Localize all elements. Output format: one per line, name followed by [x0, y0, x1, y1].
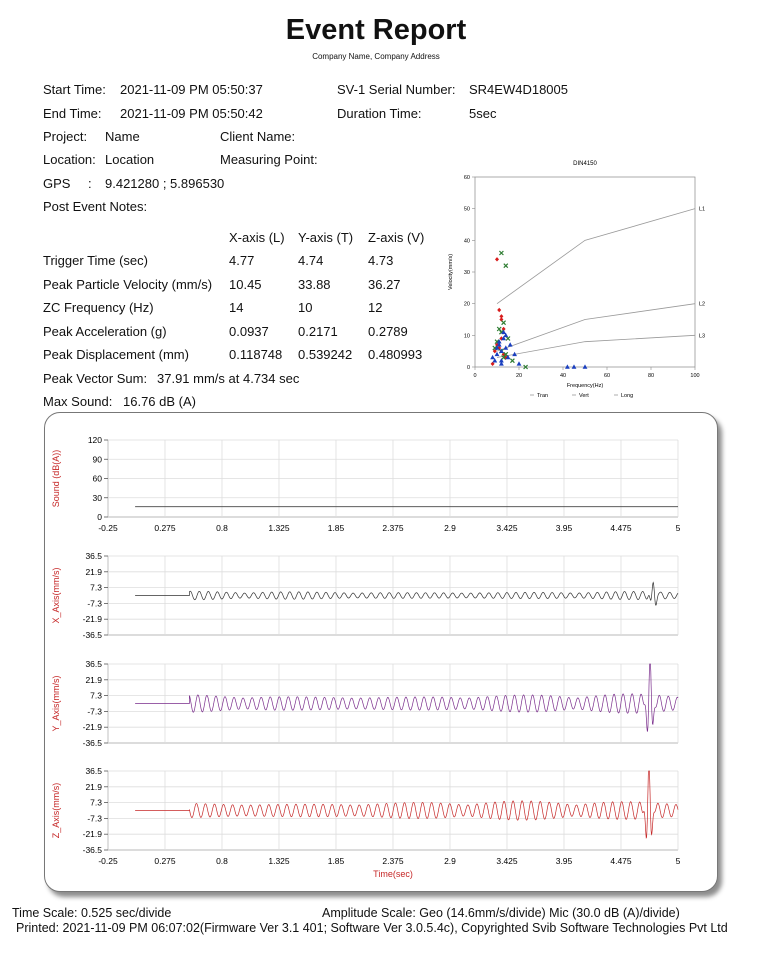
limit-line: [497, 304, 695, 352]
y-tick-label: 36.5: [85, 766, 102, 776]
data-point-long: [565, 364, 570, 368]
y-tick-label: 21.9: [85, 674, 102, 685]
x-axis-title: Time(sec): [373, 869, 413, 879]
y-tick-label: -21.9: [82, 722, 102, 733]
start-time-label: Start Time:: [43, 82, 106, 97]
data-point-tran: [497, 308, 501, 312]
x-tick-label: -0.25: [98, 856, 118, 866]
y-axis-title: Sound (dB(A)): [51, 449, 61, 508]
x-tick-label: 1.85: [327, 856, 345, 866]
y-tick-label: 7.3: [90, 797, 102, 808]
x-tick-label: 3.425: [496, 856, 518, 866]
x-tick-label: 100: [690, 373, 700, 379]
data-point-vert: [499, 251, 503, 255]
x-tick-label: 0.275: [154, 523, 176, 533]
x-tick-label: 0.8: [216, 856, 228, 866]
end-time-label: End Time:: [43, 106, 102, 121]
y-tick-label: 30: [92, 492, 102, 503]
y-tick-label: 7.3: [90, 582, 102, 593]
x-tick-label: 2.375: [382, 523, 404, 533]
y-tick-label: 40: [463, 238, 470, 245]
post-event-notes-label: Post Event Notes:: [43, 199, 148, 214]
start-time-value: 2021-11-09 PM 05:50:37: [120, 82, 263, 97]
waveform-trace: [135, 583, 678, 606]
x-tick-label: 2.9: [444, 523, 456, 533]
x-tick-label: 0: [473, 373, 477, 379]
waveform-panel: [44, 412, 718, 892]
waveform-trace: [135, 771, 678, 838]
cell-y: 0.539242: [298, 347, 353, 362]
row-label: Peak Acceleration (g): [43, 324, 167, 339]
y-tick-label: 0: [466, 365, 470, 371]
end-time-value: 2021-11-09 PM 05:50:42: [120, 106, 263, 121]
duration-label: Duration Time:: [337, 106, 422, 121]
limit-line-label: L2: [699, 301, 706, 308]
row-label: Peak Particle Velocity (mm/s): [43, 277, 213, 292]
x-tick-label: 3.95: [555, 856, 573, 866]
table-header-y: Y-axis (T): [298, 230, 354, 245]
amplitude-scale: Amplitude Scale: Geo (14.6mm/s/divide) Mic (30.0 dB (A)/divide): [322, 906, 680, 920]
y-tick-label: -36.5: [82, 738, 102, 748]
y-tick-label: -7.3: [87, 598, 102, 609]
data-point-long: [572, 364, 577, 368]
duration-value: 5sec: [469, 106, 497, 121]
project-value: Name: [105, 129, 140, 144]
y-tick-label: -21.9: [82, 829, 102, 840]
x-tick-label: 0.275: [154, 856, 176, 866]
data-point-tran: [495, 257, 499, 261]
location-label: Location:: [43, 152, 96, 167]
y-tick-label: 30: [463, 270, 470, 276]
peak-vector-label: Peak Vector Sum:: [43, 371, 148, 386]
gps-label: GPS: [43, 176, 71, 191]
x-tick-label: 80: [647, 373, 655, 379]
y-axis-title: X_Axis(mm/s): [51, 567, 61, 624]
cell-z: 12: [368, 300, 383, 315]
row-label: Peak Displacement (mm): [43, 347, 189, 362]
y-axis-title: Z_Axis(mm/s): [51, 782, 61, 839]
x-tick-label: 5: [675, 856, 681, 866]
y-tick-label: -7.3: [87, 706, 102, 717]
x-tick-label: 5: [675, 523, 681, 533]
y-tick-label: -7.3: [87, 813, 102, 824]
limit-line: [497, 335, 695, 357]
y-axis-label: Velocity(mm/s): [448, 253, 454, 291]
x-tick-label: 1.325: [268, 856, 290, 866]
data-point-long: [490, 355, 495, 359]
y-tick-label: 21.9: [85, 781, 102, 792]
data-point-long: [583, 364, 588, 368]
data-point-vert: [504, 264, 508, 268]
page-title: Event Report: [285, 14, 467, 46]
x-tick-label: 3.95: [555, 523, 573, 533]
y-axis-title: Y_Axis(mm/s): [51, 675, 61, 732]
max-sound-label: Max Sound:: [43, 394, 113, 409]
data-point-long: [517, 361, 522, 365]
x-tick-label: 60: [603, 373, 611, 379]
cell-x: 0.118748: [229, 347, 283, 362]
data-point-long: [508, 342, 513, 346]
page-subtitle: Company Name, Company Address: [312, 52, 440, 61]
y-tick-label: 90: [92, 454, 102, 465]
serial-label: SV-1 Serial Number:: [337, 82, 456, 97]
cell-z: 36.27: [368, 277, 401, 292]
cell-y: 33.88: [298, 277, 331, 292]
cell-z: 0.2789: [368, 324, 408, 339]
gps-value: 9.421280 ; 5.896530: [105, 176, 225, 191]
x-axis-label: Frequency(Hz): [566, 383, 604, 389]
printed-info: Printed: 2021-11-09 PM 06:07:02(Firmware Ver 3.1 401; Software Ver 3.0.5.4c), Copyrighted Svib Software Technologies Pvt Ltd: [16, 921, 728, 935]
cell-y: 10: [298, 300, 313, 315]
x-tick-label: 40: [559, 373, 567, 379]
y-tick-label: 21.9: [85, 566, 102, 577]
table-header-z: Z-axis (V): [368, 230, 425, 245]
limit-line-label: L3: [699, 333, 706, 340]
din4150-chart: [440, 155, 715, 405]
y-tick-label: 7.3: [90, 690, 102, 701]
legend-entry: Tran: [537, 393, 549, 399]
y-tick-label: -36.5: [82, 630, 102, 640]
x-tick-label: 0.8: [216, 523, 228, 533]
serial-value: SR4EW4D18005: [469, 82, 568, 97]
cell-y: 4.74: [298, 253, 324, 268]
gps-colon: :: [88, 176, 92, 191]
x-tick-label: 1.325: [268, 523, 290, 533]
y-tick-label: 0: [97, 512, 102, 522]
x-tick-label: 1.85: [327, 523, 345, 533]
chart-title: DIN4150: [573, 161, 597, 167]
y-tick-label: 120: [87, 435, 102, 445]
y-tick-label: 36.5: [85, 551, 102, 561]
measuring-point-label: Measuring Point:: [220, 152, 318, 167]
y-tick-label: 20: [463, 301, 470, 308]
cell-x: 10.45: [229, 277, 262, 292]
limit-line: [497, 209, 695, 304]
y-tick-label: 60: [92, 473, 102, 484]
x-tick-label: 4.475: [610, 856, 632, 866]
x-tick-label: 4.475: [610, 523, 632, 533]
x-tick-label: 3.425: [496, 523, 518, 533]
peak-vector-value: 37.91 mm/s at 4.734 sec: [157, 371, 300, 386]
client-name-label: Client Name:: [220, 129, 296, 144]
x-tick-label: 2.9: [444, 856, 456, 866]
cell-z: 0.480993: [368, 347, 423, 362]
location-value: Location: [105, 152, 155, 167]
legend-entry: Vert: [579, 393, 589, 399]
cell-z: 4.73: [368, 253, 394, 268]
row-label: ZC Frequency (Hz): [43, 300, 154, 315]
table-header-x: X-axis (L): [229, 230, 285, 245]
legend-entry: Long: [621, 393, 634, 399]
x-tick-label: 20: [515, 373, 523, 379]
x-tick-label: 2.375: [382, 856, 404, 866]
waveform-trace: [135, 664, 678, 731]
max-sound-value: 16.76 dB (A): [123, 394, 196, 409]
y-tick-label: -36.5: [82, 845, 102, 855]
y-tick-label: 60: [463, 175, 470, 181]
project-label: Project:: [43, 129, 88, 144]
waveform-charts: [45, 413, 717, 891]
y-tick-label: 10: [463, 333, 470, 340]
row-label: Trigger Time (sec): [43, 253, 148, 268]
cell-x: 14: [229, 300, 244, 315]
cell-x: 4.77: [229, 253, 255, 268]
time-scale: Time Scale: 0.525 sec/divide: [12, 906, 172, 920]
y-tick-label: -21.9: [82, 614, 102, 625]
cell-y: 0.2171: [298, 324, 338, 339]
y-tick-label: 36.5: [85, 659, 102, 669]
data-point-vert: [510, 359, 514, 363]
y-tick-label: 50: [463, 206, 470, 213]
limit-line-label: L1: [699, 206, 706, 213]
cell-x: 0.0937: [229, 324, 269, 339]
x-tick-label: -0.25: [98, 523, 118, 533]
data-point-vert: [502, 321, 506, 325]
